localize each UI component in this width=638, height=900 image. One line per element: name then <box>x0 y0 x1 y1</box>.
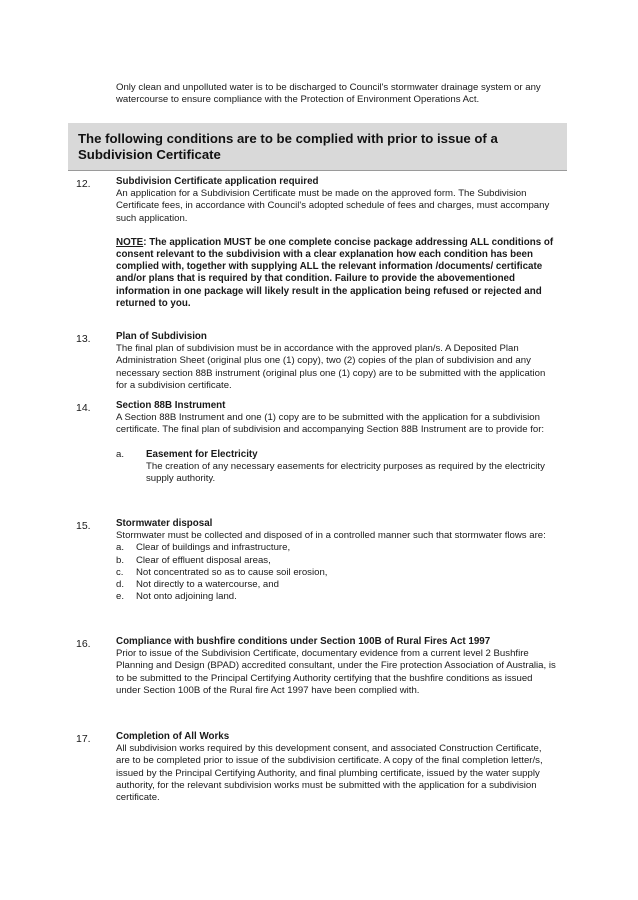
condition-body <box>116 331 558 392</box>
condition-number: 17. <box>76 733 91 745</box>
condition-text: A Section 88B Instrument and one (1) copy are to be submitted with the application for a subdivision certificate. The final plan of subdivision and accompanying Section 88B Instrument are to provide for: <box>116 412 545 436</box>
sub-text: The creation of any necessary easements for electricity purposes as required by the electricity supply authority. <box>146 460 545 485</box>
condition-title: Stormwater disposal <box>116 518 213 529</box>
condition-title: Compliance with bushfire conditions under Section 100B of Rural Fires Act 1997 <box>116 636 491 647</box>
condition-note <box>116 237 558 310</box>
section-heading-band <box>68 123 567 171</box>
condition-text: Stormwater must be collected and disposed of in a controlled manner such that stormwater flows are: <box>116 530 546 542</box>
condition-body <box>116 400 558 485</box>
list-item: c. Not concentrated so as to cause soil erosion, <box>116 566 328 578</box>
stormwater-list <box>116 542 558 603</box>
list-item: d. Not directly to a watercourse, and <box>116 579 279 591</box>
intro-paragraph: Only clean and unpolluted water is to be discharged to Council's stormwater drainage system or any watercourse to ensure compliance with the Protection of Environment Operations Act. <box>116 82 541 106</box>
list-item: e. Not onto adjoining land. <box>116 591 237 603</box>
list-item: b. Clear of effluent disposal areas, <box>116 554 271 566</box>
sub-condition-a <box>116 449 558 486</box>
condition-body <box>116 176 558 310</box>
sub-title: Easement for Electricity <box>146 448 258 460</box>
condition-title: Plan of Subdivision <box>116 331 207 342</box>
list-item: a. Clear of buildings and infrastructure, <box>116 542 291 554</box>
condition-number: 14. <box>76 402 91 414</box>
condition-title: Subdivision Certificate application required <box>116 176 319 187</box>
condition-text: Prior to issue of the Subdivision Certificate, documentary evidence from a current level 2 Bushfire Planning and Design (BPAD) accredited consultant, under the Fire protection Association of Australia, is to be submitted to the Principal Certifying Authority certifying that the bushfire conditions as issued under Section 100B of the Rural fire Act 1997 have been complied with. <box>116 648 556 696</box>
condition-text: All subdivision works required by this development consent, and associated Construction Certificate, are to be completed prior to issue of the subdivision certificate. A copy of the final completion letter/s, issued by the Principal Certifying Authority, and final plumbing certificate, issued by the water supply authority, for the relevant subdivision works must be submitted with the application for a subdivision certificate. <box>116 743 543 804</box>
section-heading: The following conditions are to be complied with prior to issue of a Subdivision Certificate <box>78 131 498 162</box>
condition-number: 16. <box>76 638 91 650</box>
condition-number: 13. <box>76 333 91 345</box>
sub-letter: a. <box>116 448 125 460</box>
condition-title: Section 88B Instrument <box>116 400 226 411</box>
condition-number: 15. <box>76 520 91 532</box>
condition-body <box>116 518 558 603</box>
condition-body <box>116 731 558 804</box>
condition-title: Completion of All Works <box>116 731 230 742</box>
note-label: NOTE <box>116 236 144 248</box>
condition-number: 12. <box>76 178 91 190</box>
condition-text: An application for a Subdivision Certificate must be made on the approved form. The Subdivision Certificate fees, in accordance with Council's adopted schedule of fees and charges, must accompany such application. <box>116 188 550 224</box>
condition-body <box>116 636 558 697</box>
note-text: : The application MUST be one complete concise package addressing ALL conditions of consent relevant to the subdivision with a clear explanation how each condition has been complied with, together with supplying ALL the relevant information /documents/ certificate and/or plans that is required by that condition. Failure to provide the abovementioned information in one package will likely result in the application being refused or rejected and returned to you. <box>116 236 554 309</box>
sub-body <box>146 449 558 486</box>
condition-text: The final plan of subdivision must be in accordance with the approved plan/s. A Deposited Plan Administration Sheet (original plus one (1) copy), two (2) copies of the plan of subdivision and any necessary section 88B instrument (original plus one (1) copy) are to be submitted with the application for a subdivision certificate. <box>116 343 546 391</box>
